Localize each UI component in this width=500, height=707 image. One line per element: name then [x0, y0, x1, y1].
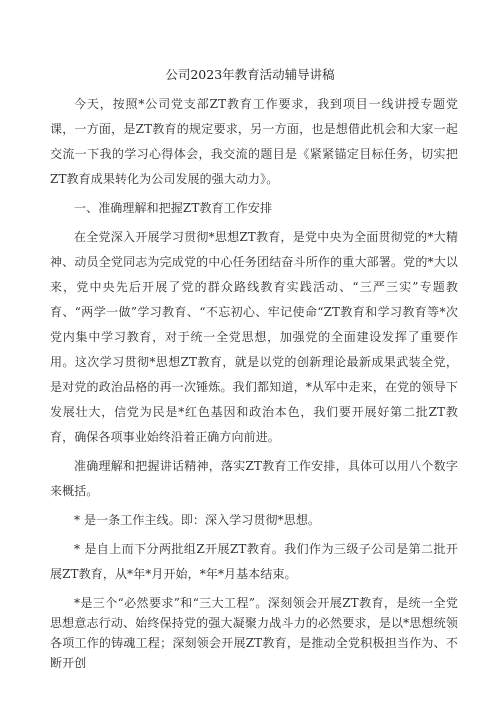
intro-paragraph: 今天，按照*公司党支部ZT教育工作要求，我到项目一线讲授专题党课，一方面，是ZT教育的规定要求，另一方面，也是想借此机会和大家一起交流一下我的学习心得体会，我交流的题目是《紧紧锚定目标任务，切实把ZT教育成果转化为公司发展的强大动力》。 [50, 97, 458, 186]
list-item-paragraph: * 是自上而下分两批组Z开展ZT教育。我们作为三级子公司是第二批开展ZT教育，从*年*月开始，*年*月基本结束。 [50, 542, 458, 581]
section-heading: 一、准确理解和把握ZT教育工作安排 [74, 201, 273, 215]
list-item-paragraph: * 是一条工作主线。即：深入学习贯彻*思想。 [74, 513, 321, 527]
document-body [50, 92, 458, 673]
document-title: 公司2023年教育活动辅导讲稿 [165, 67, 335, 82]
body-paragraph: 准确理解和把握讲话精神，落实ZT教育工作安排，具体可以用八个数字来概括。 [50, 459, 458, 498]
list-item-paragraph: *是三个“必然要求”和“三大工程”。深刻领会开展ZT教育，是统一全党思想意志行动、始终保持党的强大凝聚力战斗力的必然要求，是以*思想统领各项工作的铸魂工程；深刻领会开展ZT教育，是推动全党积极担当作为、不断开创 [50, 596, 458, 670]
body-paragraph: 在全党深入开展学习贯彻*思想ZT教育，是党中央为全面贯彻党的*大精神、动员全党同志为完成党的中心任务团结奋斗所作的重大部署。党的*大以来，党中央先后开展了党的群众路线教育实践活动、“三严三实”专题教育、“两学一做”学习教育、“不忘初心、牢记使命“ZT教育和学习教育等*次党内集中学习教育，对于统一全党思想，加强党的全面建设发挥了重要作用。这次学习贯彻*思想ZT教育，就是以党的创新理论最新成果武装全党，是对党的政治品格的再一次锤炼。我们都知道，*从军中走来，在党的领导下发展壮大，信党为民是*红色基因和政治本色，我们要开展好第二批ZT教育，确保各项事业始终沿着正确方向前进。 [50, 230, 458, 444]
